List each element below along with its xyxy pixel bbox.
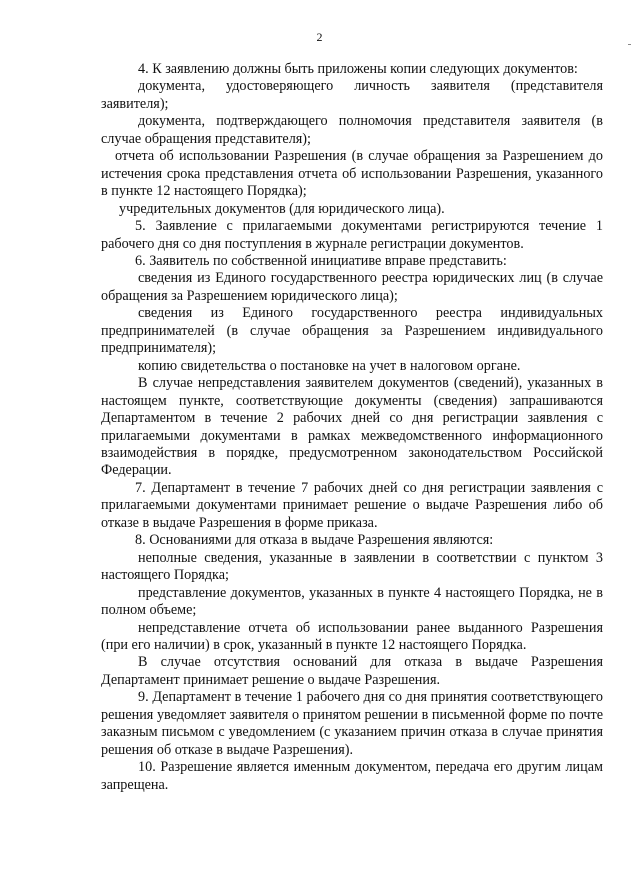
paragraph-6-request: В случае непредставления заявителем документов (сведений), указанных в настоящем пункте, соответствующие документы (сведения) запрашиваются Департаментом в течение 2 рабочих дней со дня регистрации заявления с прилагаемыми документами в рамках межведомственного информационного взаимодействия в порядке, предусмотренном законодательством Российской Федерации. — [101, 375, 603, 479]
paragraph-6-item-egrip: сведения из Единого государственного реестра индивидуальных предпринимателей (в случае обращения за Разрешением индивидуального предпринимателя); — [101, 305, 603, 357]
paragraph-4-item-report: отчета об использовании Разрешения (в случае обращения за Разрешением до истечения срока представления отчета об использовании Разрешения, указанного в пункте 12 настоящего Порядка); — [101, 148, 603, 200]
margin-mark — [628, 44, 631, 45]
paragraph-8-item-no-report: непредставление отчета об использовании ранее выданного Разрешения (при его наличии) в срок, указанный в пункте 12 настоящего Порядка. — [101, 619, 603, 653]
document-body — [101, 61, 603, 794]
paragraph-4-item-identity: документа, удостоверяющего личность заявителя (представителя заявителя); — [101, 78, 603, 112]
paragraph-9: 9. Департамент в течение 1 рабочего дня со дня принятия соответствующего решения уведомляет заявителя о принятом решении в письменной форме по почте заказным письмом с уведомлением (с указанием причин отказа в случае принятия решения об отказе в выдаче Разрешения). — [101, 689, 603, 758]
paragraph-8-item-incomplete: неполные сведения, указанные в заявлении в соответствии с пунктом 3 настоящего Порядка; — [101, 549, 603, 584]
paragraph-7: 7. Департамент в течение 7 рабочих дней со дня регистрации заявления с прилагаемыми документами принимает решение о выдаче Разрешения либо об отказе в выдаче Разрешения в форме приказа. — [101, 479, 603, 531]
paragraph-4-item-authority: документа, подтверждающего полномочия представителя заявителя (в случае обращения представителя); — [101, 113, 603, 147]
paragraph-10: 10. Разрешение является именным документом, передача его другим лицам запрещена. — [101, 759, 603, 793]
paragraph-8-no-grounds: В случае отсутствия оснований для отказа в выдаче Разрешения Департамент принимает решение о выдаче Разрешения. — [101, 654, 603, 688]
paragraph-5: 5. Заявление с прилагаемыми документами регистрируются течение 1 рабочего дня со дня поступления в журнале регистрации документов. — [101, 218, 603, 252]
paragraph-4-item-charter: учредительных документов (для юридического лица). — [119, 200, 445, 217]
paragraph-6-item-tax: копию свидетельства о постановке на учет в налоговом органе. — [138, 357, 521, 374]
paragraph-6-item-egrul: сведения из Единого государственного реестра юридических лиц (в случае обращения за Разрешением юридического лица); — [101, 270, 603, 304]
paragraph-6: 6. Заявитель по собственной инициативе вправе представить: — [135, 252, 507, 269]
paragraph-4: 4. К заявлению должны быть приложены копии следующих документов: — [138, 61, 578, 77]
page-number: 2 — [316, 30, 323, 44]
paragraph-8-item-partial: представление документов, указанных в пункте 4 настоящего Порядка, не в полном объеме; — [101, 584, 603, 619]
paragraph-8: 8. Основаниями для отказа в выдаче Разрешения являются: — [135, 532, 494, 549]
